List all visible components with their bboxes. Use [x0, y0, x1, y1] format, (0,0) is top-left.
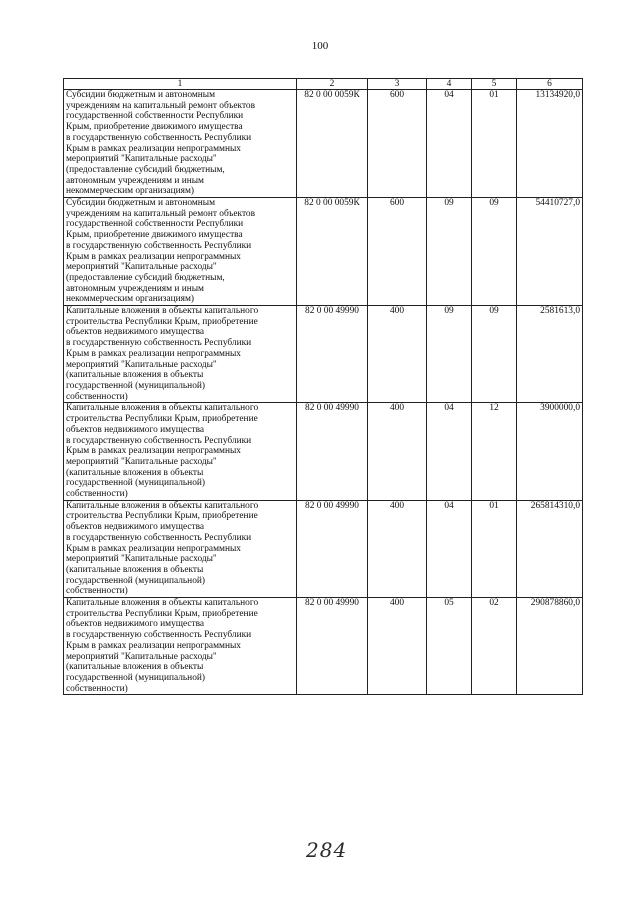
row-subsection: 02: [472, 598, 517, 695]
column-header: 3: [368, 79, 427, 90]
column-header: 6: [517, 79, 583, 90]
page-number: 100: [311, 40, 329, 52]
row-section: 04: [427, 500, 472, 597]
row-description: Субсидии бюджетным и автономным учреждениям на капитальный ремонт объектов государственной собственности Республики Крым, приобретение движимого имущества в государственную собственность Республики Крым в рамках реализации непрограммных мероприятий "Капитальные расходы" (предоставление субсидий бюджетным, автономным учреждениям и иным некоммерческим организациям): [64, 90, 297, 198]
row-target-code: 82 0 00 49990: [297, 403, 368, 500]
row-description: Капитальные вложения в объекты капитального строительства Республики Крым, приобретение объектов недвижимого имущества в государственную собственность Республики Крым в рамках реализации непрограммных мероприятий "Капитальные расходы" (капитальные вложения в объекты государственной (муниципальной) собственности): [64, 403, 297, 500]
column-header: 4: [427, 79, 472, 90]
row-subsection: 09: [472, 198, 517, 306]
column-header: 5: [472, 79, 517, 90]
row-expense-type: 600: [368, 198, 427, 306]
row-description: Капитальные вложения в объекты капитального строительства Республики Крым, приобретение объектов недвижимого имущества в государственную собственность Республики Крым в рамках реализации непрограммных мероприятий "Капитальные расходы" (капитальные вложения в объекты государственной (муниципальной) собственности): [64, 598, 297, 695]
row-subsection: 01: [472, 500, 517, 597]
row-expense-type: 400: [368, 500, 427, 597]
table-header-row: [64, 79, 583, 90]
row-expense-type: 400: [368, 403, 427, 500]
row-section: 09: [427, 306, 472, 403]
row-amount: 265814310,0: [517, 500, 583, 597]
column-header: 1: [64, 79, 297, 90]
row-description: Субсидии бюджетным и автономным учреждениям на капитальный ремонт объектов государственной собственности Республики Крым, приобретение движимого имущества в государственную собственность Республики Крым в рамках реализации непрограммных мероприятий "Капитальные расходы" (предоставление субсидий бюджетным, автономным учреждениям и иным некоммерческим организациям): [64, 198, 297, 306]
row-subsection: 12: [472, 403, 517, 500]
handwritten-page-mark: 284: [306, 838, 348, 862]
row-target-code: 82 0 00 49990: [297, 598, 368, 695]
row-section: 05: [427, 598, 472, 695]
row-amount: 2581613,0: [517, 306, 583, 403]
table-row: [64, 403, 583, 500]
row-subsection: 09: [472, 306, 517, 403]
table-row: [64, 306, 583, 403]
row-target-code: 82 0 00 0059К: [297, 198, 368, 306]
row-description: Капитальные вложения в объекты капитального строительства Республики Крым, приобретение объектов недвижимого имущества в государственную собственность Республики Крым в рамках реализации непрограммных мероприятий "Капитальные расходы" (капитальные вложения в объекты государственной (муниципальной) собственности): [64, 306, 297, 403]
table-row: [64, 598, 583, 695]
row-amount: 54410727,0: [517, 198, 583, 306]
column-header: 2: [297, 79, 368, 90]
row-amount: 3900000,0: [517, 403, 583, 500]
row-expense-type: 600: [368, 90, 427, 198]
row-target-code: 82 0 00 49990: [297, 306, 368, 403]
row-target-code: 82 0 00 49990: [297, 500, 368, 597]
row-target-code: 82 0 00 0059К: [297, 90, 368, 198]
row-amount: 13134920,0: [517, 90, 583, 198]
budget-table: [63, 78, 583, 695]
row-amount: 290878860,0: [517, 598, 583, 695]
row-section: 09: [427, 198, 472, 306]
table-row: [64, 198, 583, 306]
row-subsection: 01: [472, 90, 517, 198]
row-section: 04: [427, 403, 472, 500]
row-expense-type: 400: [368, 306, 427, 403]
table-row: [64, 90, 583, 198]
row-expense-type: 400: [368, 598, 427, 695]
row-description: Капитальные вложения в объекты капитального строительства Республики Крым, приобретение объектов недвижимого имущества в государственную собственность Республики Крым в рамках реализации непрограммных мероприятий "Капитальные расходы" (капитальные вложения в объекты государственной (муниципальной) собственности): [64, 500, 297, 597]
table-row: [64, 500, 583, 597]
row-section: 04: [427, 90, 472, 198]
